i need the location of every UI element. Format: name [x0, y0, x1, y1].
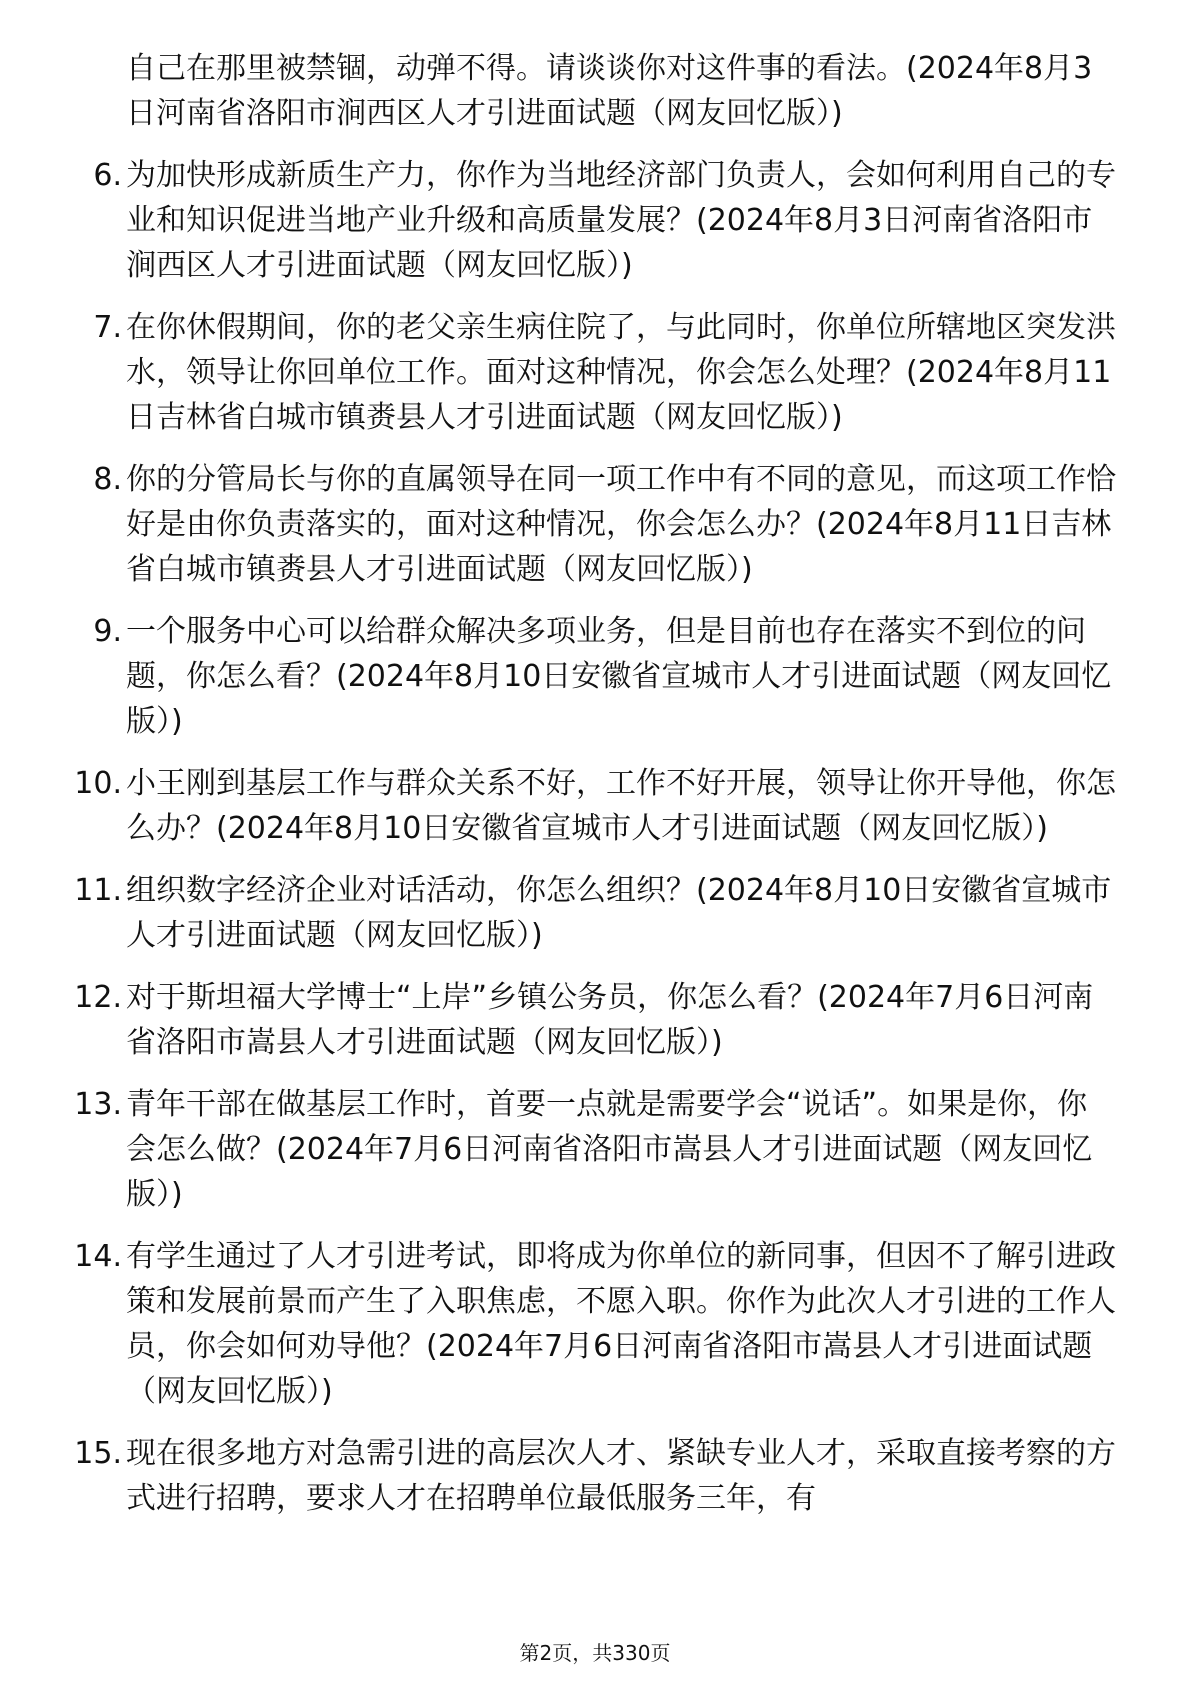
item-number: 7. [93, 310, 122, 345]
item-number: 10. [74, 766, 122, 801]
continuation-text: 自己在那里被禁锢，动弹不得。请谈谈你对这件事的看法。(2024年8月3日河南省洛阳市涧西区人才引进面试题（网友回忆版）) [126, 51, 1093, 131]
item-text: 有学生通过了人才引进考试，即将成为你单位的新同事，但因不了解引进政策和发展前景而产生了入职焦虑，不愿入职。你作为此次人才引进的工作人员，你会如何劝导他？(2024年7月6日河南省洛阳市嵩县人才引进面试题（网友回忆版）) [126, 1239, 1116, 1409]
list-item [0, 975, 1190, 1065]
item-text: 一个服务中心可以给群众解决多项业务，但是目前也存在落实不到位的问题，你怎么看？(2024年8月10日安徽省宣城市人才引进面试题（网友回忆版）) [126, 614, 1112, 739]
item-number: 13. [74, 1087, 122, 1122]
list-item [0, 457, 1190, 592]
item-number: 12. [74, 980, 122, 1015]
item-number: 14. [74, 1239, 122, 1274]
list-item [0, 1234, 1190, 1414]
list-item [0, 761, 1190, 851]
list-item [0, 868, 1190, 958]
item-text: 现在很多地方对急需引进的高层次人才、紧缺专业人才，采取直接考察的方式进行招聘，要求人才在招聘单位最低服务三年，有 [126, 1436, 1116, 1516]
item-text: 青年干部在做基层工作时，首要一点就是需要学会“说话”。如果是你，你会怎么做？(2024年7月6日河南省洛阳市嵩县人才引进面试题（网友回忆版）) [126, 1087, 1093, 1212]
item-text: 对于斯坦福大学博士“上岸”乡镇公务员，你怎么看？(2024年7月6日河南省洛阳市嵩县人才引进面试题（网友回忆版）) [126, 980, 1094, 1060]
question-list [0, 46, 1190, 1538]
page-footer: 第2页，共330页 [519, 1641, 671, 1665]
list-item-continuation [0, 46, 1190, 136]
item-number: 9. [93, 614, 122, 649]
list-item [0, 305, 1190, 440]
item-text: 在你休假期间，你的老父亲生病住院了，与此同时，你单位所辖地区突发洪水，领导让你回单位工作。面对这种情况，你会怎么处理？(2024年8月11日吉林省白城市镇赉县人才引进面试题（网友回忆版）) [126, 310, 1116, 435]
list-item [0, 1431, 1190, 1521]
item-text: 组织数字经济企业对话活动，你怎么组织？(2024年8月10日安徽省宣城市人才引进面试题（网友回忆版）) [126, 873, 1112, 953]
item-number: 8. [93, 462, 122, 497]
list-item [0, 609, 1190, 744]
item-number: 15. [74, 1436, 122, 1471]
item-number: 11. [74, 873, 122, 908]
list-item [0, 1082, 1190, 1217]
item-number: 6. [93, 158, 122, 193]
item-text: 你的分管局长与你的直属领导在同一项工作中有不同的意见，而这项工作恰好是由你负责落实的，面对这种情况，你会怎么办？(2024年8月11日吉林省白城市镇赉县人才引进面试题（网友回忆版）) [126, 462, 1116, 587]
item-text: 为加快形成新质生产力，你作为当地经济部门负责人，会如何利用自己的专业和知识促进当地产业升级和高质量发展？(2024年8月3日河南省洛阳市涧西区人才引进面试题（网友回忆版）) [126, 158, 1116, 283]
list-item [0, 153, 1190, 288]
item-text: 小王刚到基层工作与群众关系不好，工作不好开展，领导让你开导他，你怎么办？(2024年8月10日安徽省宣城市人才引进面试题（网友回忆版）) [126, 766, 1116, 846]
